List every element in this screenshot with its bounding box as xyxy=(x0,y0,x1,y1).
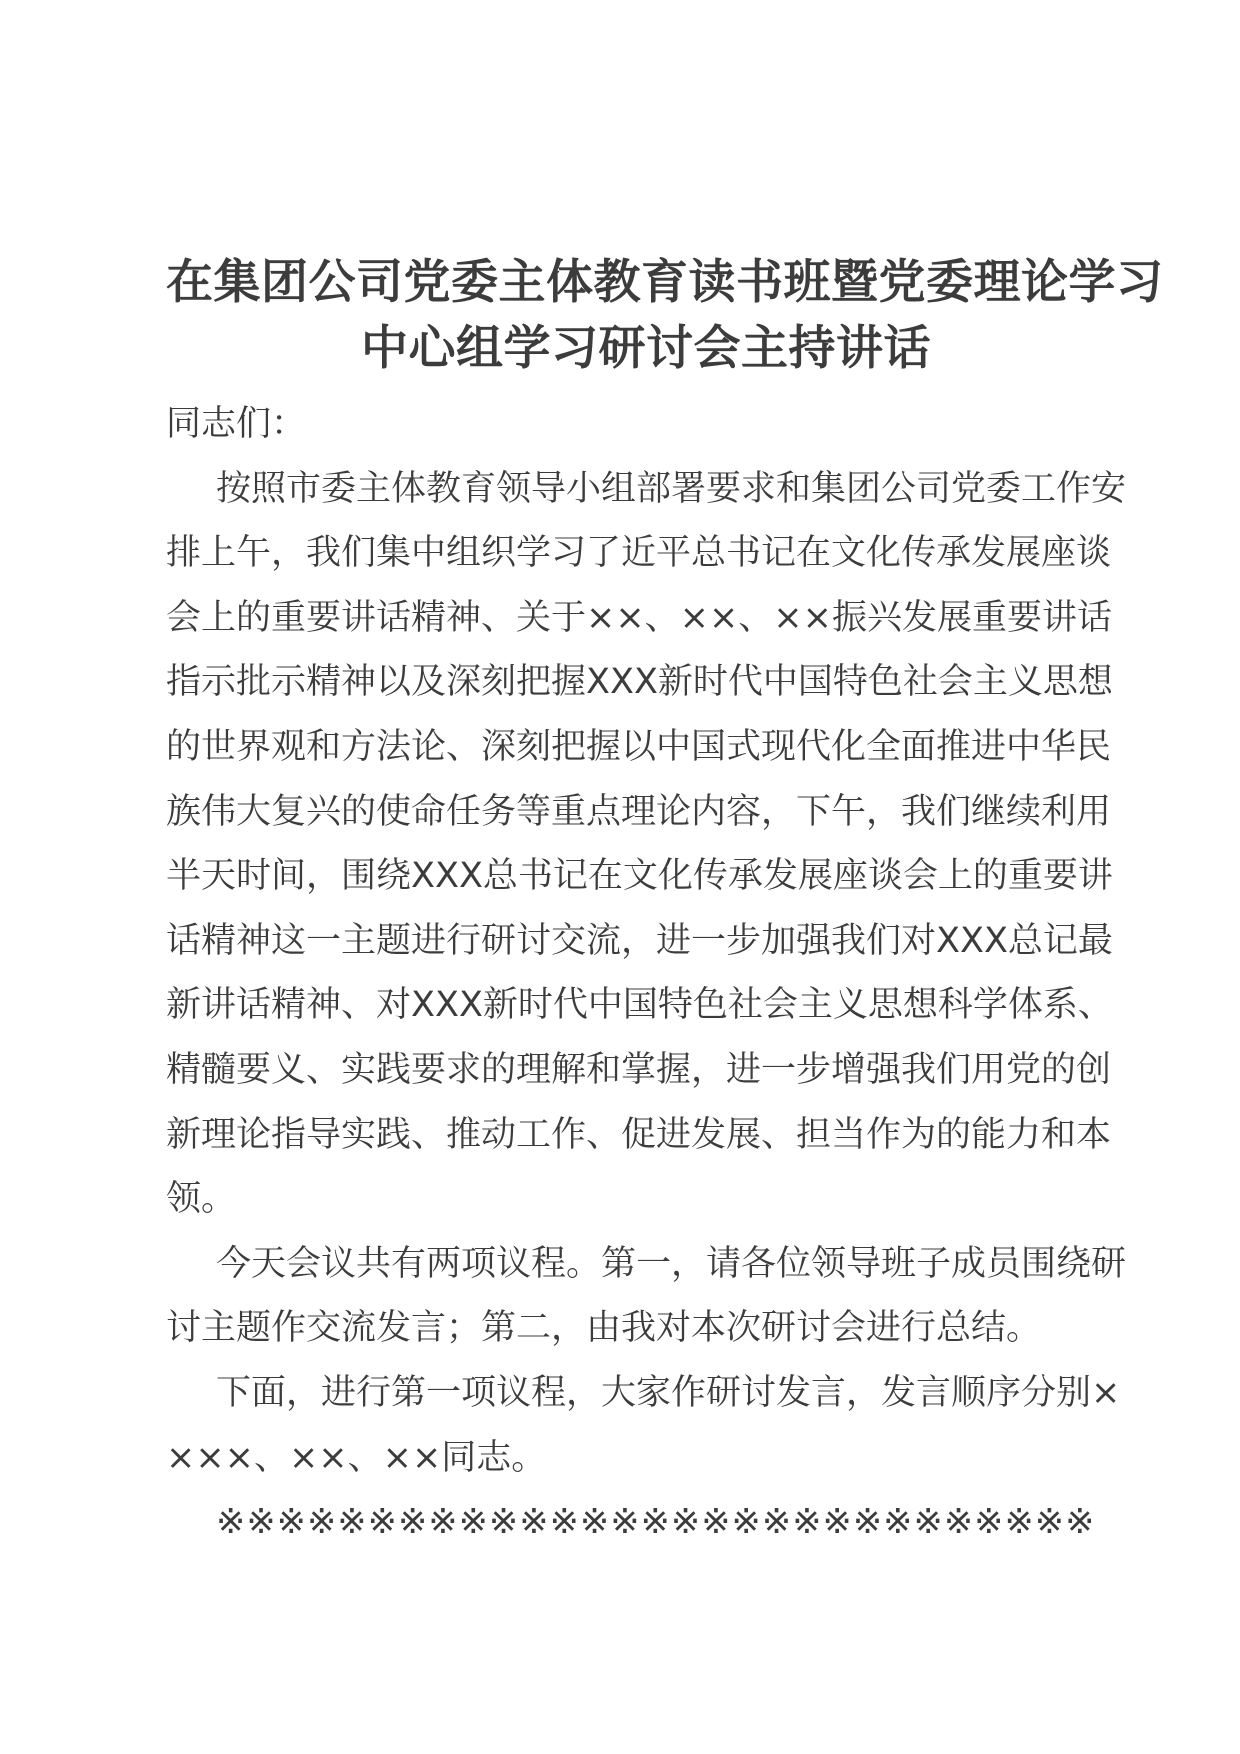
document-body xyxy=(166,392,1132,1555)
paragraph-intro: 按照市委主体教育领导小组部署要求和集团公司党委工作安排上午，我们集中组织学习了近平总书记在文化传承发展座谈会上的重要讲话精神、关于××、××、××振兴发展重要讲话指示批示精神以及深刻把握XXX新时代中国特色社会主义思想的世界观和方法论、深刻把握以中国式现代化全面推进中华民族伟大复兴的使命任务等重点理论内容，下午，我们继续利用半天时间，围绕XXX总书记在文化传承发展座谈会上的重要讲话精神这一主题进行研讨交流，进一步加强我们对XXX总记最新讲话精神、对XXX新时代中国特色社会主义思想科学体系、精髓要义、实践要求的理解和掌握，进一步增强我们用党的创新理论指导实践、推动工作、促进发展、担当作为的能力和本领。 xyxy=(166,468,1127,1220)
paragraph-agenda: 今天会议共有两项议程。第一，请各位领导班子成员围绕研讨主题作交流发言；第二，由我对本次研讨会进行总结。 xyxy=(166,1243,1127,1349)
separator-line: ※※※※※※※※※※※※※※※※※※※※※※※※※※※※※ xyxy=(216,1502,1096,1543)
title-line-2: 中心组学习研讨会主持讲话 xyxy=(361,321,931,376)
document-title xyxy=(166,250,1164,382)
title-line-1: 在集团公司党委主体教育读书班暨党委理论学习 xyxy=(166,255,1164,310)
paragraph-first-item: 下面，进行第一项议程，大家作研讨发言，发言顺序分别××××、××、××同志。 xyxy=(166,1372,1121,1478)
salutation: 同志们： xyxy=(166,404,307,444)
